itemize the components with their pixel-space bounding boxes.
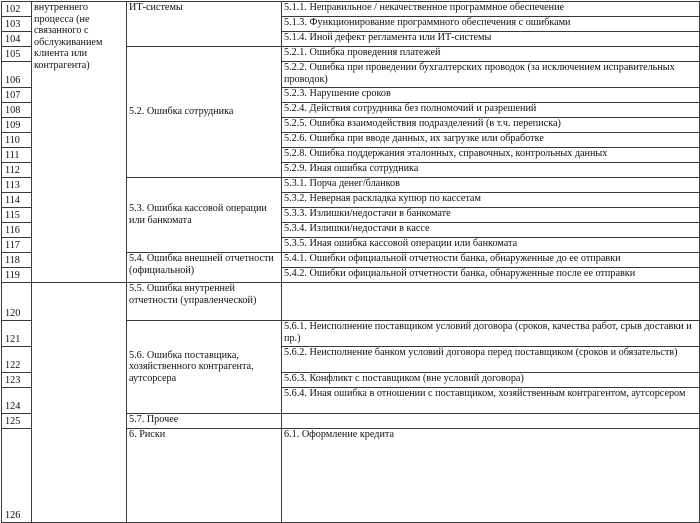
row-description: 5.2.8. Ошибка поддержания эталонных, справочных, контрольных данных (282, 148, 700, 163)
row-number: 120 (2, 283, 32, 321)
row-number: 110 (2, 133, 32, 148)
category-level2-cell: 5.2. Ошибка сотрудника (127, 47, 282, 178)
row-description: 5.2.4. Действия сотрудника без полномочий и разрешений (282, 103, 700, 118)
row-number: 108 (2, 103, 32, 118)
row-description: 5.1.1. Неправильное / некачественное программное обеспечение (282, 2, 700, 17)
risk-classification-table (1, 1, 700, 523)
row-description: 5.2.5. Ошибка взаимодействия подразделений (в т.ч. переписка) (282, 118, 700, 133)
row-description (282, 414, 700, 429)
row-description: 5.3.3. Излишки/недостачи в банкомате (282, 208, 700, 223)
category-level1-cell-empty (32, 283, 127, 523)
table-row (2, 2, 700, 17)
category-level2-cell: 6.1. Оформление кредита (282, 429, 700, 523)
category-level2-cell: 5.7. Прочее (127, 414, 282, 429)
row-number: 119 (2, 268, 32, 283)
row-number: 114 (2, 193, 32, 208)
row-number: 104 (2, 32, 32, 47)
row-description: 5.1.4. Иной дефект регламента или ИТ-системы (282, 32, 700, 47)
row-description: 5.2.9. Иная ошибка сотрудника (282, 163, 700, 178)
category-level1-cell: внутреннего процесса (не связанного с обслуживанием клиента или контрагента) (32, 2, 127, 283)
category-level1-cell: 6. Риски (127, 429, 282, 523)
row-description: 5.6.3. Конфликт с поставщиком (вне условий договора) (282, 373, 700, 388)
row-number: 106 (2, 62, 32, 88)
row-number: 117 (2, 238, 32, 253)
row-number: 124 (2, 388, 32, 414)
row-number: 111 (2, 148, 32, 163)
row-description: 5.3.2. Неверная раскладка купюр по кассетам (282, 193, 700, 208)
row-number: 102 (2, 2, 32, 17)
row-number: 122 (2, 347, 32, 373)
row-number: 123 (2, 373, 32, 388)
row-number: 112 (2, 163, 32, 178)
row-description: 5.2.2. Ошибка при проведении бухгалтерских проводок (за исключением исправительных проводок) (282, 62, 700, 88)
category-level2-cell: ИТ-системы (127, 2, 282, 47)
table-row (2, 283, 700, 321)
row-number: 126 (2, 429, 32, 523)
row-number: 116 (2, 223, 32, 238)
category-level2-cell: 5.6. Ошибка поставщика, хозяйственного контрагента, аутсорсера (127, 321, 282, 414)
row-number: 113 (2, 178, 32, 193)
row-description: 5.4.2. Ошибки официальной отчетности банка, обнаруженные после ее отправки (282, 268, 700, 283)
row-description: 5.2.1. Ошибка проведения платежей (282, 47, 700, 62)
row-number: 109 (2, 118, 32, 133)
row-description: 5.6.4. Иная ошибка в отношении с поставщиком, хозяйственным контрагентом, аутсорсером (282, 388, 700, 414)
row-description: 5.3.5. Иная ошибка кассовой операции или банкомата (282, 238, 700, 253)
row-number: 118 (2, 253, 32, 268)
category-level2-cell: 5.4. Ошибка внешней отчетности (официальной) (127, 253, 282, 283)
row-description: 5.2.6. Ошибка при вводе данных, их загрузке или обработке (282, 133, 700, 148)
row-description (282, 283, 700, 321)
row-description: 5.3.1. Порча денег/бланков (282, 178, 700, 193)
row-number: 121 (2, 321, 32, 347)
row-number: 115 (2, 208, 32, 223)
row-description: 5.6.1. Неисполнение поставщиком условий договора (сроков, качества работ, срыв доставки и пр.) (282, 321, 700, 347)
row-description: 5.1.3. Функционирование программного обеспечения с ошибками (282, 17, 700, 32)
row-description: 5.6.2. Неисполнение банком условий договора перед поставщиком (сроков и обязательств) (282, 347, 700, 373)
row-number: 105 (2, 47, 32, 62)
row-description: 5.4.1. Ошибки официальной отчетности банка, обнаруженные до ее отправки (282, 253, 700, 268)
row-description: 5.2.3. Нарушение сроков (282, 88, 700, 103)
category-level2-cell: 5.5. Ошибка внутренней отчетности (управленческой) (127, 283, 282, 321)
category-level2-cell: 5.3. Ошибка кассовой операции или банкомата (127, 178, 282, 253)
row-description: 5.3.4. Излишки/недостачи в кассе (282, 223, 700, 238)
row-number: 103 (2, 17, 32, 32)
row-number: 107 (2, 88, 32, 103)
row-number: 125 (2, 414, 32, 429)
